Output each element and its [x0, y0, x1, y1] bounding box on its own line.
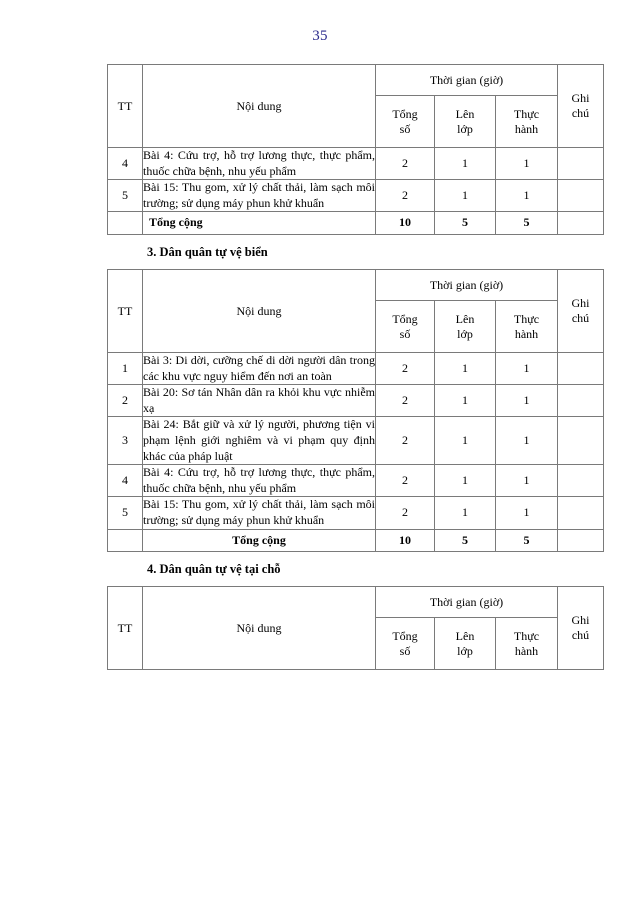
- table-row: [108, 352, 604, 384]
- cell-ghi-chu: [558, 180, 604, 212]
- total-ghi-chu: [558, 212, 604, 235]
- cell-noi-dung: Bài 24: Bắt giữ và xử lý người, phương tiện vi phạm lệnh giới nghiêm và vi phạm quy định khác của pháp luật: [143, 417, 376, 465]
- cell-thuc-hanh: 1: [496, 352, 558, 384]
- cell-noi-dung: Bài 15: Thu gom, xử lý chất thải, làm sạch môi trường; sử dụng máy phun khử khuẩn: [143, 180, 376, 212]
- cell-tt: 2: [108, 385, 143, 417]
- column-header-tt: TT: [108, 587, 143, 670]
- training-table-continued: [107, 64, 604, 235]
- column-header-tong-so: [376, 96, 435, 148]
- tong-so-line-2: số: [399, 643, 411, 658]
- ghi-chu-line-2: chú: [571, 106, 590, 120]
- cell-len-lop: 1: [435, 385, 496, 417]
- column-header-thuc-hanh: [496, 301, 558, 353]
- cell-tt: 1: [108, 352, 143, 384]
- cell-ghi-chu: [558, 465, 604, 497]
- cell-len-lop: 1: [435, 180, 496, 212]
- table-header: [108, 587, 604, 670]
- column-header-tt: TT: [108, 269, 143, 352]
- column-header-thuc-hanh: [496, 96, 558, 148]
- page-content: [107, 64, 603, 670]
- cell-thuc-hanh: 1: [496, 180, 558, 212]
- ghi-chu-line-1: Ghi: [571, 613, 590, 628]
- cell-len-lop: 1: [435, 497, 496, 529]
- thuc-hanh-line-2: hành: [514, 643, 539, 658]
- table-header-row-1: [108, 65, 604, 96]
- column-header-ghi-chu: [558, 587, 604, 670]
- cell-len-lop: 1: [435, 352, 496, 384]
- total-tong-so: 10: [376, 529, 435, 552]
- column-header-len-lop: [435, 96, 496, 148]
- cell-len-lop: 1: [435, 417, 496, 465]
- ghi-chu-line-1: Ghi: [571, 91, 590, 106]
- thuc-hanh-line-1: Thực: [513, 107, 540, 122]
- total-tong-so: 10: [376, 212, 435, 235]
- len-lop-line-2: lớp: [457, 121, 473, 136]
- table-body: [108, 148, 604, 235]
- column-header-noi-dung: Nội dung: [143, 587, 376, 670]
- thuc-hanh-line-2: hành: [514, 121, 539, 136]
- table-total-row: [108, 212, 604, 235]
- table-header: [108, 269, 604, 352]
- column-header-thoi-gian: Thời gian (giờ): [376, 587, 558, 618]
- cell-noi-dung: Bài 3: Di dời, cưỡng chế di dời người dân trong các khu vực nguy hiểm đến nơi an toàn: [143, 352, 376, 384]
- cell-thuc-hanh: 1: [496, 497, 558, 529]
- cell-ghi-chu: [558, 417, 604, 465]
- cell-len-lop: 1: [435, 465, 496, 497]
- cell-tt: 3: [108, 417, 143, 465]
- table-row: [108, 148, 604, 180]
- len-lop-line-1: Lên: [455, 629, 475, 644]
- column-header-ghi-chu: [558, 269, 604, 352]
- total-len-lop: 5: [435, 212, 496, 235]
- cell-len-lop: 1: [435, 148, 496, 180]
- ghi-chu-line-1: Ghi: [571, 296, 590, 311]
- table-row: [108, 417, 604, 465]
- column-header-tong-so: [376, 301, 435, 353]
- total-thuc-hanh: 5: [496, 212, 558, 235]
- section-heading-4: 4. Dân quân tự vệ tại chỗ: [147, 562, 281, 577]
- table-body: [108, 352, 604, 551]
- cell-tong-so: 2: [376, 465, 435, 497]
- spacer: [107, 235, 603, 245]
- total-len-lop: 5: [435, 529, 496, 552]
- cell-tt: 4: [108, 148, 143, 180]
- cell-thuc-hanh: 1: [496, 465, 558, 497]
- len-lop-line-1: Lên: [455, 312, 475, 327]
- column-header-noi-dung: Nội dung: [143, 269, 376, 352]
- cell-tong-so: 2: [376, 497, 435, 529]
- column-header-len-lop: [435, 618, 496, 670]
- thuc-hanh-line-1: Thực: [513, 629, 540, 644]
- training-table-dan-quan-tu-ve-bien: [107, 269, 604, 552]
- spacer: [107, 577, 603, 586]
- cell-tt: 4: [108, 465, 143, 497]
- cell-tong-so: 2: [376, 180, 435, 212]
- column-header-thoi-gian: Thời gian (giờ): [376, 269, 558, 300]
- cell-tong-so: 2: [376, 385, 435, 417]
- thuc-hanh-line-1: Thực: [513, 312, 540, 327]
- cell-noi-dung: Bài 4: Cứu trợ, hỗ trợ lương thực, thực phẩm, thuốc chữa bệnh, nhu yếu phẩm: [143, 465, 376, 497]
- total-ghi-chu: [558, 529, 604, 552]
- column-header-thuc-hanh: [496, 618, 558, 670]
- column-header-noi-dung: Nội dung: [143, 65, 376, 148]
- total-thuc-hanh: 5: [496, 529, 558, 552]
- cell-thuc-hanh: 1: [496, 417, 558, 465]
- table-row: [108, 497, 604, 529]
- table-row: [108, 180, 604, 212]
- spacer: [107, 552, 603, 562]
- cell-tt: [108, 529, 143, 552]
- page-number: 35: [312, 28, 328, 44]
- cell-tong-so: 2: [376, 148, 435, 180]
- table-row: [108, 465, 604, 497]
- tong-so-line-1: Tổng: [392, 629, 418, 644]
- training-table-dan-quan-tu-ve-tai-cho: [107, 586, 604, 670]
- thuc-hanh-line-2: hành: [514, 326, 539, 341]
- total-label: Tổng cộng: [143, 212, 376, 235]
- cell-ghi-chu: [558, 497, 604, 529]
- len-lop-line-2: lớp: [457, 326, 473, 341]
- section-heading-3: 3. Dân quân tự vệ biển: [147, 244, 268, 259]
- cell-tong-so: 2: [376, 352, 435, 384]
- table-header-row-1: [108, 269, 604, 300]
- cell-tt: 5: [108, 180, 143, 212]
- cell-thuc-hanh: 1: [496, 148, 558, 180]
- len-lop-line-1: Lên: [455, 107, 475, 122]
- cell-tt: 5: [108, 497, 143, 529]
- cell-tt: [108, 212, 143, 235]
- column-header-tt: TT: [108, 65, 143, 148]
- column-header-tong-so: [376, 618, 435, 670]
- column-header-len-lop: [435, 301, 496, 353]
- tong-so-line-1: Tổng: [392, 312, 418, 327]
- cell-thuc-hanh: 1: [496, 385, 558, 417]
- tong-so-line-2: số: [399, 326, 411, 341]
- table-header-row-1: [108, 587, 604, 618]
- cell-noi-dung: Bài 15: Thu gom, xử lý chất thải, làm sạch môi trường; sử dụng máy phun khử khuẩn: [143, 497, 376, 529]
- cell-ghi-chu: [558, 352, 604, 384]
- tong-so-line-1: Tổng: [392, 107, 418, 122]
- column-header-thoi-gian: Thời gian (giờ): [376, 65, 558, 96]
- tong-so-line-2: số: [399, 121, 411, 136]
- len-lop-line-2: lớp: [457, 643, 473, 658]
- ghi-chu-line-2: chú: [571, 310, 590, 325]
- column-header-ghi-chu: [558, 65, 604, 148]
- cell-ghi-chu: [558, 385, 604, 417]
- cell-ghi-chu: [558, 148, 604, 180]
- cell-tong-so: 2: [376, 417, 435, 465]
- ghi-chu-line-2: chú: [571, 628, 590, 643]
- spacer: [107, 260, 603, 269]
- table-header: [108, 65, 604, 148]
- total-label: Tổng cộng: [143, 529, 376, 552]
- table-row: [108, 385, 604, 417]
- cell-noi-dung: Bài 4: Cứu trợ, hỗ trợ lương thực, thực phẩm, thuốc chữa bệnh, nhu yếu phẩm: [143, 148, 376, 180]
- cell-noi-dung: Bài 20: Sơ tán Nhân dân ra khỏi khu vực nhiễm xạ: [143, 385, 376, 417]
- table-total-row: [108, 529, 604, 552]
